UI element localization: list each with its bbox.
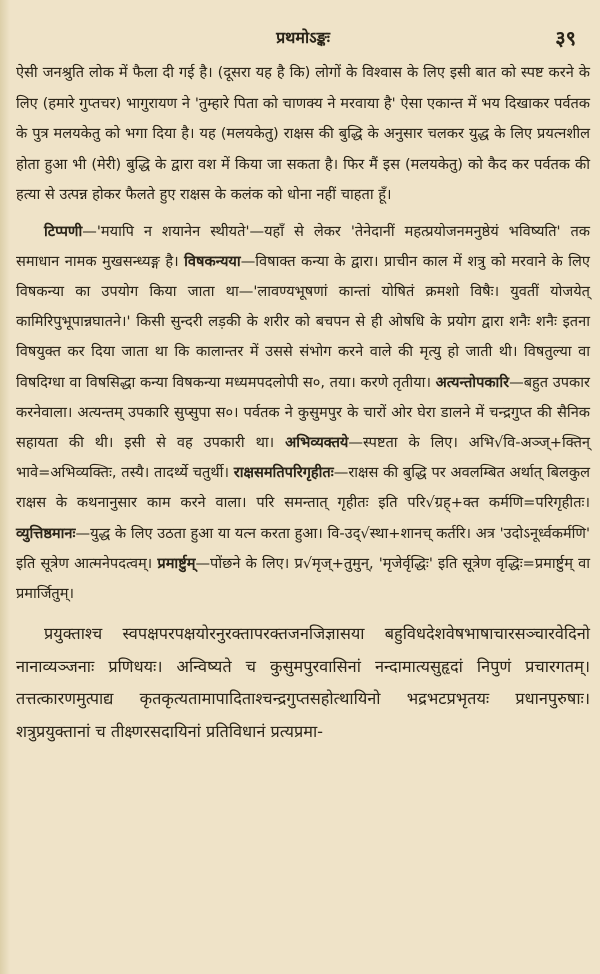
sanskrit-paragraph: प्रयुक्ताश्च स्वपक्षपरपक्षयोरनुरक्तापरक्तजनजिज्ञासया बहुविधदेशवेषभाषाचारसञ्चारवेदिनो नानाव्यञ्जनाः प्रणिधयः। अन्विष्यते च कुसुमपुरवासिनां नन्दामात्यसुहृदां निपुणं प्रचारगतम्। तत्तत्कारणमुत्पाद्य कृतकृत्यतामापादिताश्चन्द्रगुप्तसहोत्थायिनो भद्रभटप्रभृतयः प्रधानपुरुषाः। शत्रुप्रयुक्तानां च तीक्ष्णरसदायिनां प्रतिविधानं प्रत्यप्रमा-: [16, 624, 590, 741]
note-term: प्रमार्ष्टुम्: [157, 554, 196, 572]
note-heading: टिप्पणी: [44, 222, 83, 240]
translation-paragraph: ऐसी जनश्रुति लोक में फैला दी गई है। (दूसरा यह है कि) लोगों के विश्वास के लिए इसी बात को स्पष्ट करने के लिए (हमारे गुप्तचर) भागुरायण ने 'तुम्हारे पिता को चाणक्य ने मरवाया है' ऐसा एकान्त में भय दिखाकर पर्वतक के पुत्र मलयकेतु को भगा दिया है। यह (मलयकेतु) राक्षस की बुद्धि के अनुसार चलकर युद्ध के लिए प्रयत्नशील होता हुआ भी (मेरी) बुद्धि के द्वारा वश में किया जा सकता है। फिर मैं इस (मलयकेतु) को कैद कर पर्वतक की हत्या से उत्पन्न होकर फैलते हुए राक्षस के कलंक को धोना नहीं चाहता हूँ।: [16, 64, 590, 203]
note-term: अभिव्यक्तये: [285, 433, 349, 451]
note-term: राक्षसमतिपरिगृहीतः: [233, 464, 334, 482]
note-text: —राक्षस की बुद्धि पर अवलम्बित अर्थात् बिलकुल राक्षस के कथनानुसार काम करने वाला। परि समन्तात् गृहीतः इति परि√ग्रह्+क्त कर्मणि=परिगृहीतः।: [16, 464, 591, 512]
binding-shadow: [0, 0, 10, 974]
note-text: —पोंछने के लिए। प्र√मृज्+तुमुन्, 'मृजेर्वृद्धिः' इति सूत्रेण वृद्धिः=प्रमार्ष्टुम् वा प्रमार्जितुम्।: [16, 554, 590, 602]
note-text: —बहुत उपकार करनेवाला। अत्यन्तम् उपकारि सुप्सुपा स०। पर्वतक ने कुसुमपुर के चारों ओर घेरा डालने में चन्द्रगुप्त की सैनिक सहायता की थी। इसी से वह उपकारी था।: [16, 373, 590, 451]
note-term: व्युत्तिष्ठमानः: [16, 524, 76, 542]
note-text: —'मयापि न शयानेन स्थीयते'—यहाँ से लेकर 'तेनेदानीं महत्प्रयोजनमनुष्ठेयं भविष्यति' तक समाधान नामक मुखसन्ध्यङ्ग है।: [16, 222, 590, 270]
running-title: प्रथमोऽङ्कः: [276, 28, 330, 47]
note-term: विषकन्यया: [184, 252, 241, 270]
note-text: —विषाक्त कन्या के द्वारा। प्राचीन काल में शत्रु को मरवाने के लिए विषकन्या का उपयोग किया जाता था—'लावण्यभूषणां कान्तां योषितं क्रमशो विषैः। युवतीं योजयेत् कामिरिपुभूपान्नघातने।' किसी सुन्दरी लड़की के शरीर को बचपन से ही ओषधि के प्रयोग द्वारा शनैः शनैः इतना विषयुक्त कर दिया जाता था कि कालान्तर में उससे संभोग करने वाले की मृत्यु हो जाती थी। विषतुल्या वा विषदिग्धा वा विषसिद्धा कन्या विषकन्या मध्यमपदलोपी स०, तया। करणे तृतीया।: [16, 252, 590, 391]
note-paragraph: [16, 217, 590, 610]
note-term: अत्यन्तोपकारि: [435, 373, 510, 391]
page-number: ३९: [555, 26, 576, 50]
page-header: [16, 0, 590, 58]
note-text: —युद्ध के लिए उठता हुआ या यत्न करता हुआ। वि-उद्√स्था+शानच् कर्तरि। अत्र 'उदोऽनूर्ध्वकर्मणि' इति सूत्रेण आत्मनेपदत्वम्।: [16, 524, 590, 572]
note-text: —स्पष्टता के लिए। अभि√वि-अञ्ज्+क्तिन् भावे=अभिव्यक्तिः, तस्यै। तादर्थ्ये चतुर्थी।: [16, 433, 590, 482]
